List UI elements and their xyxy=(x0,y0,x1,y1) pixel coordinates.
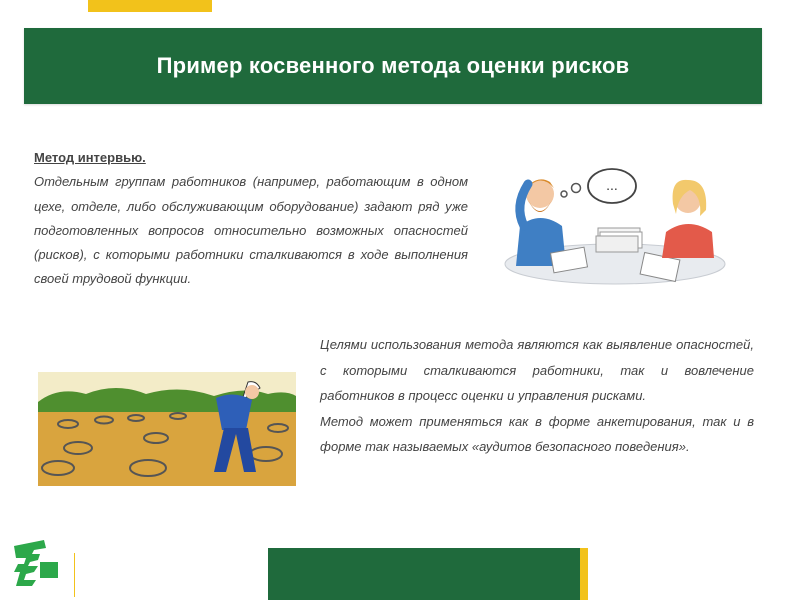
thought-bubble-dots: ... xyxy=(606,177,618,193)
bear-trap-field-illustration xyxy=(38,372,296,486)
bottom-bar xyxy=(268,548,580,600)
slide-title: Пример косвенного метода оценки рисков xyxy=(156,53,630,78)
goals-block xyxy=(320,332,754,460)
goals-paragraph-2: Метод может применяться как в форме анкетирования, так и в форме так называемых «аудитов безопасного поведения». xyxy=(320,413,754,455)
company-logo xyxy=(10,536,64,590)
top-accent-bar xyxy=(88,0,212,12)
goals-paragraph-1: Целями использования метода являются как выявление опасностей, с которыми сталкиваются работники, так и вовлечение работников в процесс оценки и управления рисками. xyxy=(320,337,754,404)
title-banner xyxy=(24,28,762,104)
interview-illustration xyxy=(490,166,740,288)
logo-divider xyxy=(74,553,75,597)
method-description: Отдельным группам работников (например, работающим в одном цехе, отделе, либо обслуживающим оборудование) задают ряд уже подготовленных вопросов относительно возможных опасностей (рисков), с которыми работники сталкиваются в ходе выполнения своей трудовой функции. xyxy=(34,174,468,287)
interview-method-block xyxy=(34,146,468,292)
bottom-bar-accent xyxy=(580,548,588,600)
method-heading: Метод интервью. xyxy=(34,150,146,165)
